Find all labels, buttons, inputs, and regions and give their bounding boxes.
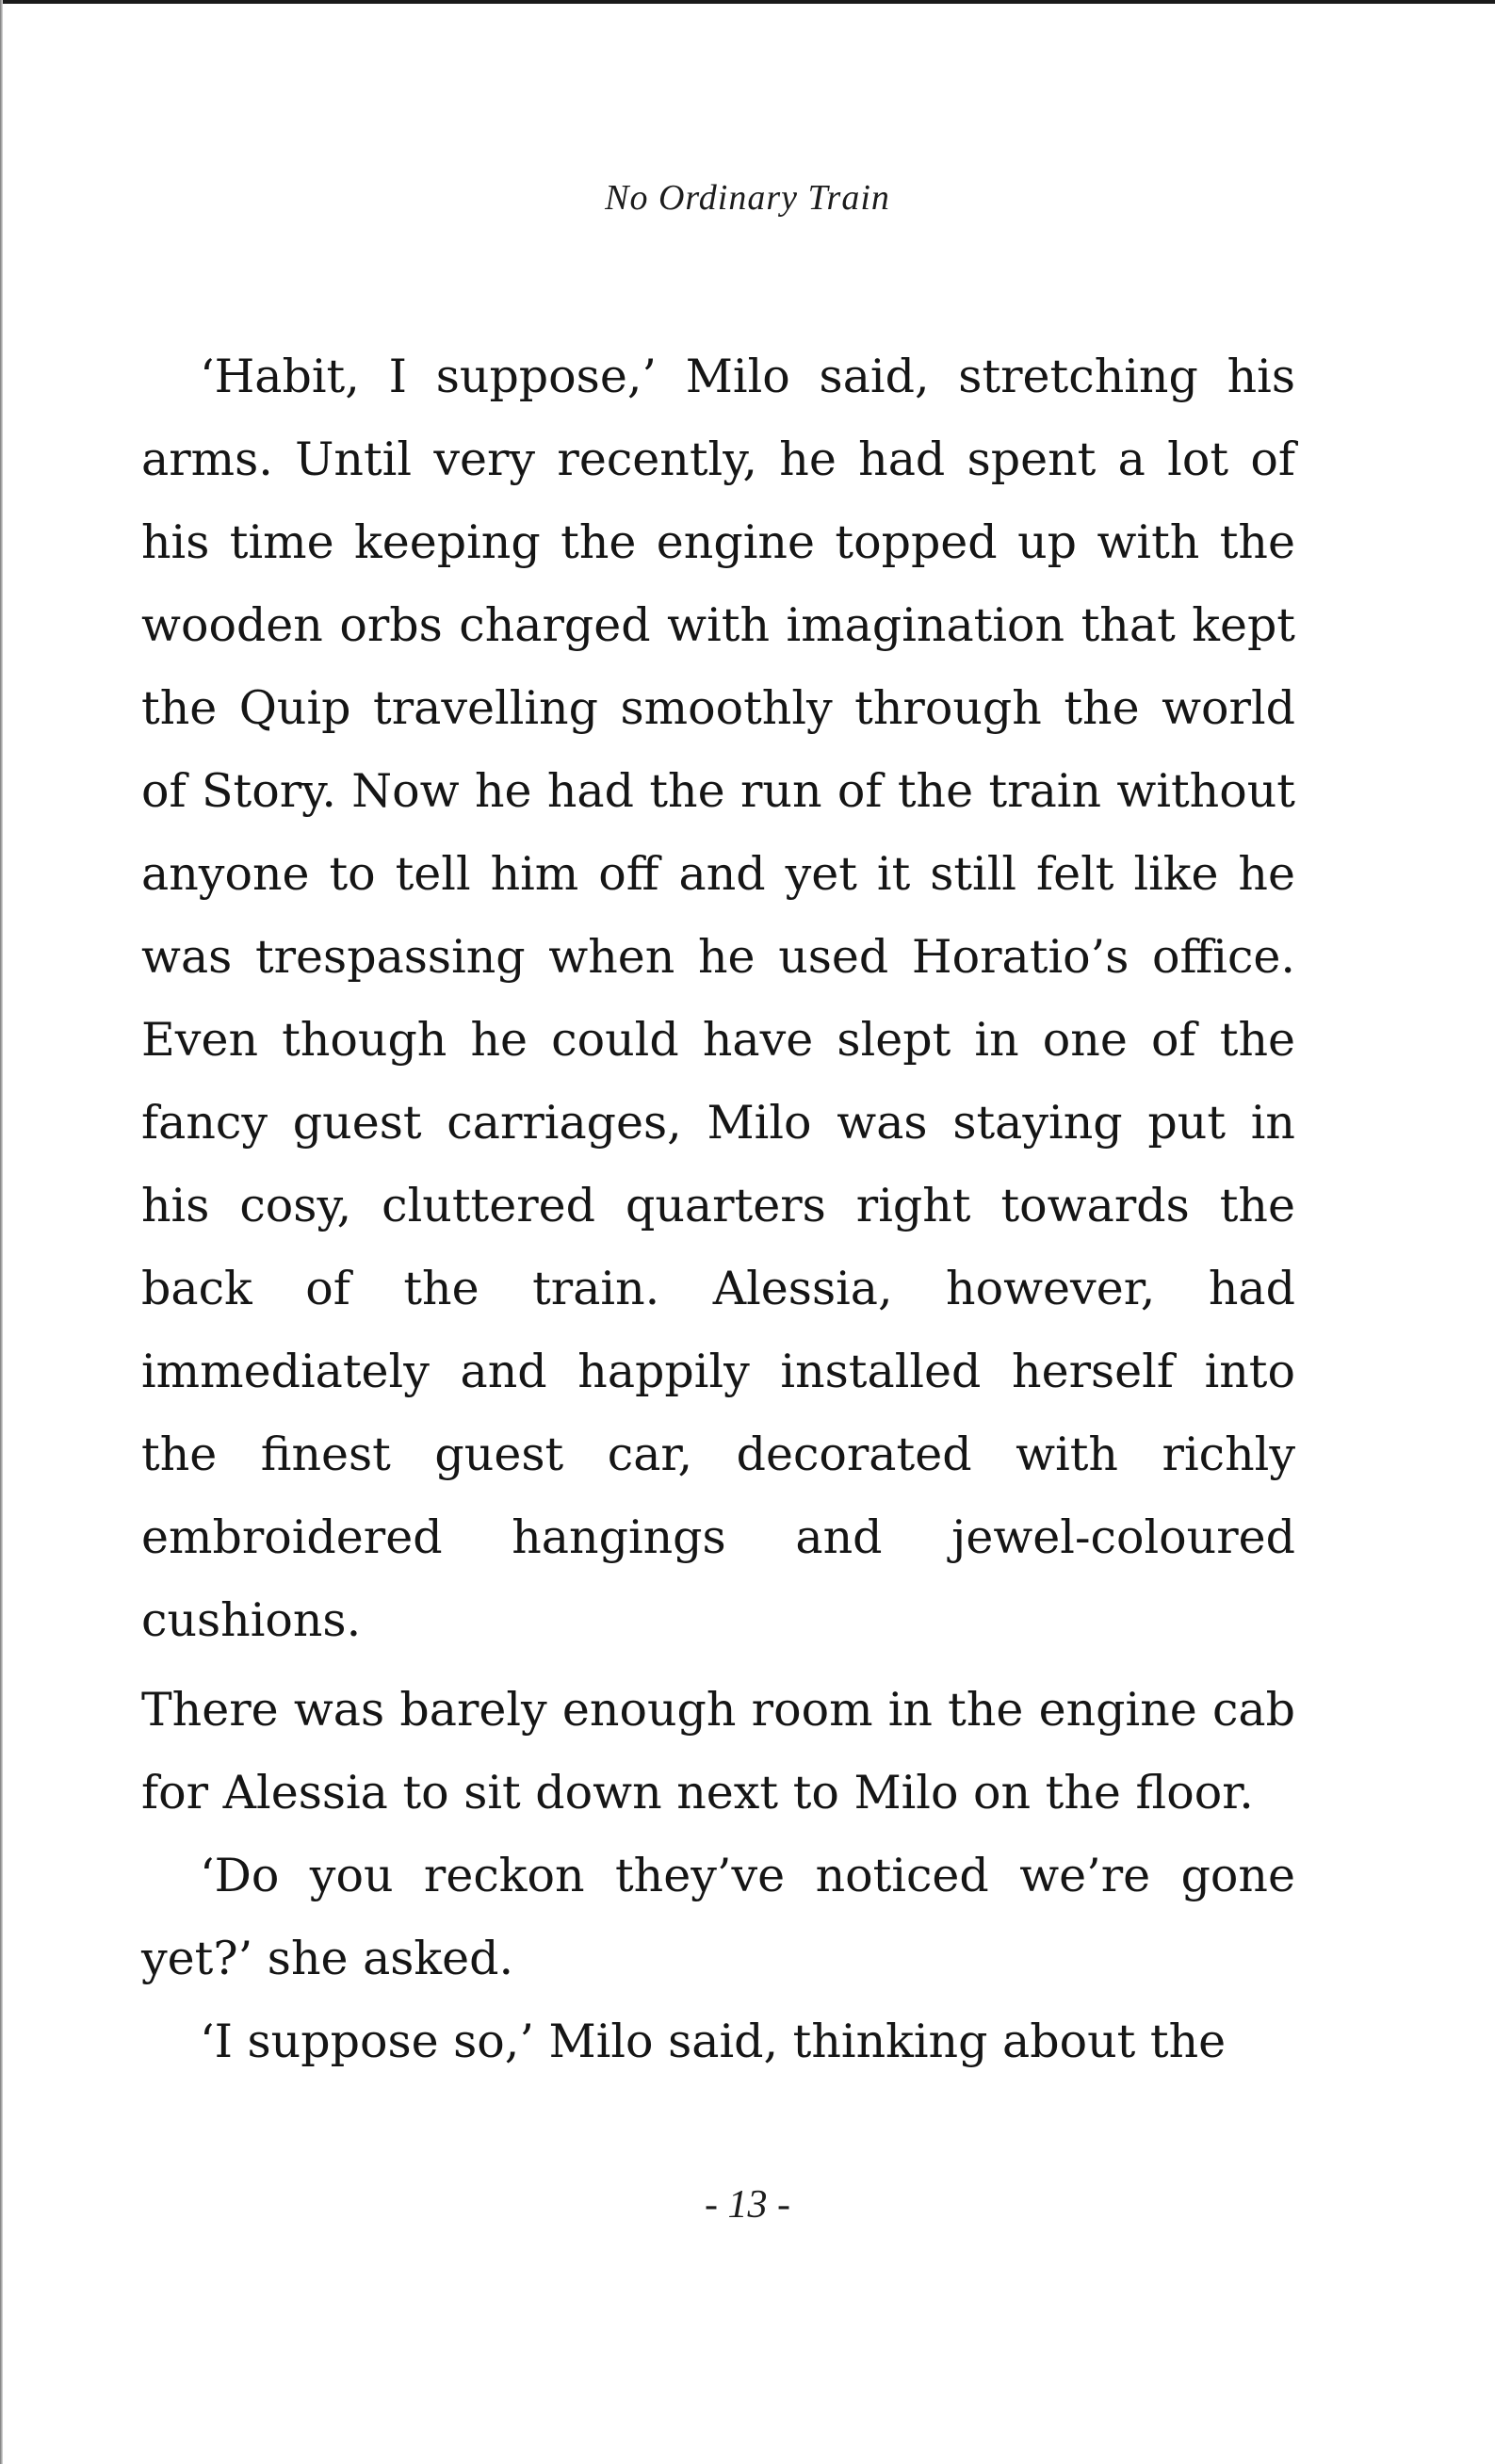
- page-left-edge: [0, 0, 3, 2464]
- body-text-section-2: [141, 1669, 1295, 2083]
- paragraph: There was barely enough room in the engine cab for Alessia to sit down next to Milo on the floor.: [141, 1683, 1295, 1819]
- page-number: - 13 -: [705, 2183, 790, 2227]
- paragraph: ‘Habit, I suppose,’ Milo said, stretching his arms. Until very recently, he had spent a lot of his time keeping the engine topped up with the wooden orbs charged with imagination that kept the Quip travelling smoothly through the world of Story. Now he had the run of the train without anyone to tell him off and yet it still felt like he was trespassing when he used Horatio’s office. Even though he could have slept in one of the fancy guest carriages, Milo was staying put in his cosy, cluttered quarters right towards the back of the train. Alessia, however, had immediately and happily installed herself into the finest guest car, decorated with richly embroidered hangings and jewel-coloured cushions.: [141, 350, 1295, 1647]
- paragraph: ‘I suppose so,’ Milo said, thinking about the: [200, 2015, 1227, 2068]
- paragraph: ‘Do you reckon they’ve noticed we’re gone yet?’ she asked.: [141, 1849, 1295, 1985]
- page-top-edge: [0, 0, 1495, 4]
- body-text-section-1: [141, 335, 1295, 1662]
- running-header: No Ordinary Train: [605, 178, 890, 218]
